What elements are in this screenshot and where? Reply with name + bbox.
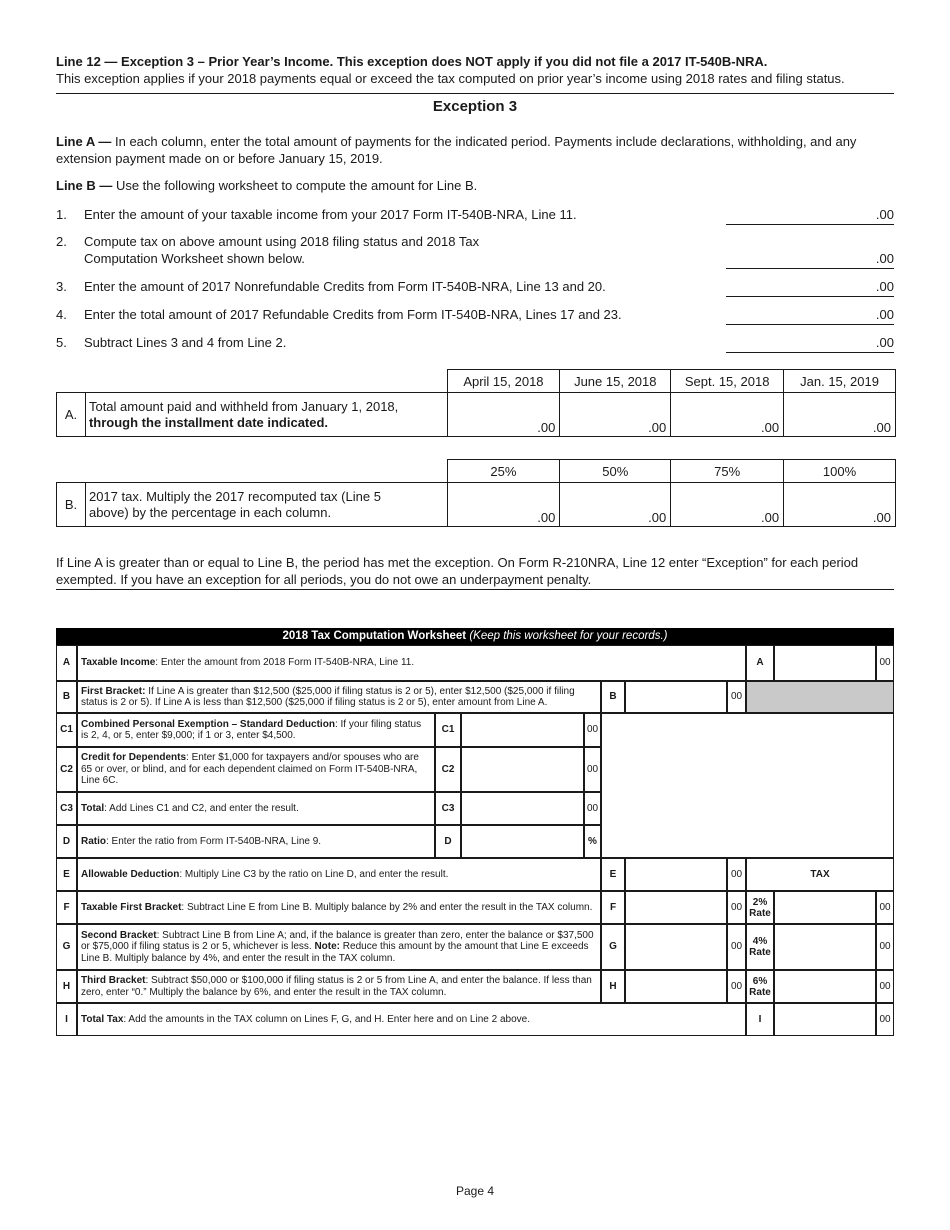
row-i-total-tax-field[interactable]: [774, 1003, 876, 1036]
row-letter: B: [601, 681, 625, 713]
cents-label: 00: [584, 792, 601, 825]
row-letter: B: [56, 681, 77, 713]
row-g-tax-field[interactable]: [774, 924, 876, 970]
row-g-amount-field[interactable]: [625, 924, 727, 970]
row-d-ratio-field[interactable]: [461, 825, 584, 858]
row-letter: F: [56, 891, 77, 924]
cents-label: 00: [727, 924, 746, 970]
worksheet-line-3: 3. Enter the amount of 2017 Nonrefundable Credits from Form IT-540B-NRA, Line 13 and 20. .00: [56, 278, 894, 300]
row-c1-description: Combined Personal Exemption – Standard Deduction: If your filing status is 2, 4, or 5, enter $9,000; if 1 or 3, enter $4,500.: [77, 713, 435, 747]
row-description: 2017 tax. Multiply the 2017 recomputed tax (Line 5 above) by the percentage in each column.: [85, 483, 447, 527]
row-i-description: Total Tax: Add the amounts in the TAX column on Lines F, G, and H. Enter here and on Line 2 above.: [77, 1003, 746, 1036]
worksheet-line-4: 4. Enter the total amount of 2017 Refundable Credits from Form IT-540B-NRA, Lines 17 and 23. .00: [56, 306, 894, 328]
shaded-area: [746, 681, 894, 713]
column-header: 100%: [784, 460, 896, 483]
row-letter: G: [601, 924, 625, 970]
row-letter: A: [746, 645, 774, 681]
row-letter: C1: [435, 713, 461, 747]
payments-table: [56, 369, 896, 437]
tax-computation-worksheet: [56, 628, 894, 1036]
tax-column-header: TAX: [746, 858, 894, 891]
percent-label: %: [584, 825, 601, 858]
column-header: Sept. 15, 2018: [671, 370, 784, 393]
row-label: B.: [57, 483, 86, 527]
row-letter: E: [601, 858, 625, 891]
blank-area: [601, 713, 894, 858]
amount-field[interactable]: .00: [875, 279, 894, 294]
row-letter: I: [56, 1003, 77, 1036]
amount-field[interactable]: .00: [875, 207, 894, 222]
row-h-amount-field[interactable]: [625, 970, 727, 1003]
worksheet-line-2: 2. Compute tax on above amount using 2018 filing status and 2018 Tax Computation Worksheet shown below. .00: [56, 233, 894, 273]
divider: [56, 589, 894, 590]
row-description: Total amount paid and withheld from January 1, 2018, through the installment date indicated.: [85, 393, 447, 437]
row-c3-description: Total: Add Lines C1 and C2, and enter the result.: [77, 792, 435, 825]
cents-label: 00: [727, 681, 746, 713]
column-header: Jan. 15, 2019: [784, 370, 896, 393]
row-h-description: Third Bracket: Subtract $50,000 or $100,000 if filing status is 2 or 5 from Line A, and enter the balance. If less than zero, enter “0.” Multiply the balance by 6%, and enter the result in the TAX column.: [77, 970, 601, 1003]
worksheet-line-1: 1. Enter the amount of your taxable income from your 2017 Form IT-540B-NRA, Line 11. .00: [56, 206, 894, 228]
amount-cell[interactable]: .00: [671, 483, 784, 527]
row-c2-description: Credit for Dependents: Enter $1,000 for taxpayers and/or spouses who are 65 or over, or blind, and for each dependent claimed on Form IT-540B-NRA, Line 6C.: [77, 747, 435, 792]
row-letter: F: [601, 891, 625, 924]
row-f-description: Taxable First Bracket: Subtract Line E from Line B. Multiply balance by 2% and enter the result in the TAX column.: [77, 891, 601, 924]
row-b-amount-field[interactable]: [625, 681, 727, 713]
divider: [56, 93, 894, 94]
amount-cell[interactable]: .00: [447, 483, 560, 527]
worksheet-line-5: 5. Subtract Lines 3 and 4 from Line 2. .00: [56, 334, 894, 356]
amount-cell[interactable]: .00: [784, 393, 896, 437]
cents-label: 00: [727, 891, 746, 924]
amount-cell[interactable]: .00: [447, 393, 560, 437]
cents-label: 00: [584, 747, 601, 792]
row-letter: D: [435, 825, 461, 858]
amount-field[interactable]: .00: [875, 335, 894, 350]
row-letter: H: [601, 970, 625, 1003]
row-e-description: Allowable Deduction: Multiply Line C3 by the ratio on Line D, and enter the result.: [77, 858, 601, 891]
column-header: 25%: [447, 460, 560, 483]
row-letter: C3: [435, 792, 461, 825]
amount-field[interactable]: .00: [875, 307, 894, 322]
exception-note: If Line A is greater than or equal to Line B, the period has met the exception. On Form R-210NRA, Line 12 enter “Exception” for each period exempted. If you have an exception for all periods, you do not owe an underpayment penalty.: [56, 555, 859, 587]
row-e-amount-field[interactable]: [625, 858, 727, 891]
row-letter: I: [746, 1003, 774, 1036]
row-f-amount-field[interactable]: [625, 891, 727, 924]
row-letter: A: [56, 645, 77, 681]
row-letter: C2: [56, 747, 77, 792]
cents-label: 00: [876, 970, 894, 1003]
line-b-instructions: Line B — Use the following worksheet to compute the amount for Line B.: [56, 178, 478, 193]
row-b-description: First Bracket: If Line A is greater than $12,500 ($25,000 if filing status is 2 or 5), enter $12,500 ($25,000 if filing status is 2 or 5). If Line A is less than $12,500 ($25,000 if filing status is 2 or 5), enter amount from Line A.: [77, 681, 601, 713]
rate-label: 4% Rate: [746, 924, 774, 970]
worksheet-header: 2018 Tax Computation Worksheet (Keep this worksheet for your records.): [56, 628, 894, 645]
cents-label: 00: [584, 713, 601, 747]
row-f-tax-field[interactable]: [774, 891, 876, 924]
row-label: A.: [57, 393, 86, 437]
cents-label: 00: [727, 858, 746, 891]
row-letter: D: [56, 825, 77, 858]
cents-label: 00: [876, 891, 894, 924]
section-title: Exception 3: [432, 98, 518, 115]
column-header: 50%: [560, 460, 671, 483]
amount-cell[interactable]: .00: [784, 483, 896, 527]
exception3-description: This exception applies if your 2018 payments equal or exceed the tax computed on prior year’s income using 2018 rates and filing status.: [56, 71, 845, 86]
amount-cell[interactable]: .00: [671, 393, 784, 437]
cents-label: 00: [876, 645, 894, 681]
cents-label: 00: [876, 1003, 894, 1036]
column-header: 75%: [671, 460, 784, 483]
row-letter: E: [56, 858, 77, 891]
row-c3-amount-field[interactable]: [461, 792, 584, 825]
row-letter: H: [56, 970, 77, 1003]
row-c2-amount-field[interactable]: [461, 747, 584, 792]
row-g-description: Second Bracket: Subtract Line B from Line A; and, if the balance is greater than zero, enter the balance or $37,500 or $75,000 if filing status is 2 or 5, whichever is less. Note: Reduce this amount by the amount that Line E exceeds Line B. Multiply balance by 4%, and enter the result in the TAX column.: [77, 924, 601, 970]
exception3-heading: Line 12 — Exception 3 – Prior Year’s Income. This exception does NOT apply if you did not file a 2017 IT-540B-NRA.: [56, 54, 768, 69]
page-number: Page 4: [455, 1184, 495, 1198]
column-header: April 15, 2018: [447, 370, 560, 393]
amount-cell[interactable]: .00: [560, 483, 671, 527]
rate-label: 2% Rate: [746, 891, 774, 924]
line-a-instructions: Line A — In each column, enter the total amount of payments for the indicated period. Payments include declarations, withholding, and any extension payment made on or before January 15, 2019.: [56, 134, 857, 166]
row-h-tax-field[interactable]: [774, 970, 876, 1003]
prior-tax-table: [56, 459, 896, 527]
cents-label: 00: [727, 970, 746, 1003]
row-letter: C1: [56, 713, 77, 747]
cents-label: 00: [876, 924, 894, 970]
amount-field[interactable]: .00: [875, 251, 894, 266]
row-letter: C3: [56, 792, 77, 825]
amount-cell[interactable]: .00: [560, 393, 671, 437]
row-a-amount-field[interactable]: [774, 645, 876, 681]
row-a-description: Taxable Income: Enter the amount from 2018 Form IT-540B-NRA, Line 11.: [77, 645, 746, 681]
rate-label: 6% Rate: [746, 970, 774, 1003]
row-d-description: Ratio: Enter the ratio from Form IT-540B-NRA, Line 9.: [77, 825, 435, 858]
row-letter: G: [56, 924, 77, 970]
column-header: June 15, 2018: [560, 370, 671, 393]
row-c1-amount-field[interactable]: [461, 713, 584, 747]
row-letter: C2: [435, 747, 461, 792]
